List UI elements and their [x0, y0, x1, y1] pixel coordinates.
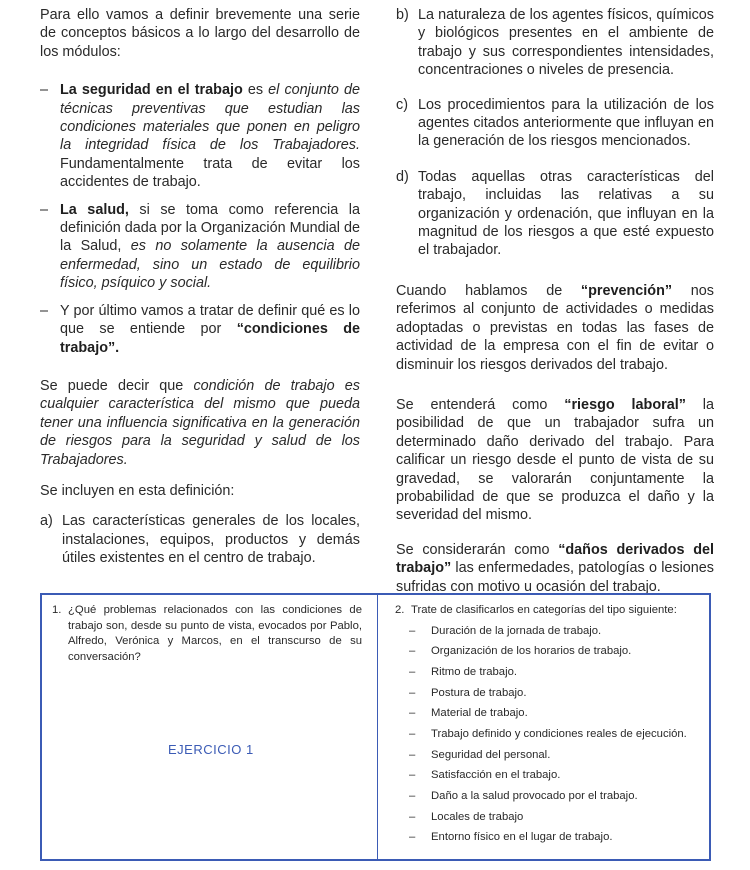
includes-line: Se incluyen en esta definición: [40, 482, 235, 499]
prevencion-paragraph: Cuando hablamos de “prevención” nos referimos al conjunto de actividades o medidas adoptadas o previstas en todas las fases de actividad de la empresa con el fin de evitar o disminuir los riesgos derivados del trabajo. [396, 282, 714, 373]
term-seguridad: La seguridad en el trabajo [60, 82, 243, 99]
term-prevencion: “prevención” [580, 282, 673, 299]
list-item: – Locales de trabajo [409, 810, 524, 823]
dash-marker: – [40, 82, 49, 99]
category-list [395, 624, 705, 852]
definition-salud-italic: es no solamente la ausencia de enfermedad, sino un estado de equilibrio físico, psíquico y social. [60, 238, 360, 292]
intro-paragraph: Para ello vamos a definir brevemente una serie de conceptos básicos a lo largo del desarrollo de los módulos: [40, 7, 360, 60]
item-c: c) Los procedimientos para la utilización de los agentes citados anteriormente que influyan en la generación de los riesgos mencionados. [396, 96, 714, 150]
term-salud: La salud, [60, 201, 129, 218]
definition-seguridad-italic: el conjunto de técnicas preventivas que estudian las condiciones materiales que ponen en peligro la integridad física de los Trabajadores. [60, 82, 360, 154]
condicion-paragraph: Se puede decir que condición de trabajo es cualquier característica del mismo que pueda tener una influencia significativa en la generación de riesgos para la seguridad y salud de los Trabajadores. [40, 377, 360, 468]
term-danos: “daños derivados del trabajo” [396, 541, 714, 577]
item-b: b) La naturaleza de los agentes físicos, químicos y biológicos presentes en el ambiente de trabajo y sus correspondientes intensidades, concentraciones o niveles de presencia. [396, 7, 714, 79]
list-item: – Material de trabajo. [409, 707, 528, 720]
exercise-title: EJERCICIO 1 [168, 742, 254, 757]
list-item: – Trabajo definido y condiciones reales de ejecución. [409, 728, 687, 741]
list-item: – Satisfacción en el trabajo. [409, 769, 561, 782]
list-item: – Ritmo de trabajo. [409, 665, 518, 678]
danos-paragraph: Se considerarán como “daños derivados del trabajo” las enfermedades, patologías o lesiones sufridas con motivo u ocasión del trabajo. [396, 541, 714, 595]
dash-marker: – [40, 302, 49, 319]
list-item: – Organización de los horarios de trabajo. [409, 645, 632, 658]
right-column [396, 6, 714, 596]
dash-marker: – [40, 201, 49, 218]
question-2: 2. Trate de clasificarlos en categorías del tipo siguiente: – Duración de la jornada de trabajo. – Organización de los horarios de trabajo. – Ritmo de trabajo. – Postura de trabajo. – Material de trabajo. – Trabajo definido y condiciones reales de ejecución. – Seguridad del personal. – Satisfacción en el trabajo. – Daño a la salud provocado por el trabajo. – Locales de trabajo – Entorno físico en el lugar de trabajo. [395, 603, 705, 851]
definition-salud: – La salud, si se toma como referencia la definición dada por la Organización Mundial de la Salud, es no solamente la ausencia de enfermedad, sino un estado de equilibrio físico, psíquico y social. [40, 201, 360, 292]
term-riesgo-laboral: “riesgo laboral” [564, 396, 686, 413]
definition-seguridad: – La seguridad en el trabajo es el conjunto de técnicas preventivas que estudian las condiciones materiales que ponen en peligro la integridad física de los Trabajadores. Fundamentalmente trata de evitar los accidentes de trabajo. [40, 82, 360, 191]
question-1: 1. ¿Qué problemas relacionados con las condiciones de trabajo son, desde su punto de vista, evocados por Pablo, Alfredo, Verónica y Marcos, en el transcurso de su conversación? [52, 604, 362, 663]
left-column [40, 6, 360, 568]
term-condiciones: “condiciones de trabajo”. [60, 321, 361, 356]
item-d: d) Todas aquellas otras características del trabajo, incluidas las relativas a su organización y ordenación, que influyan en la magnitud de los riesgos a que esté expuesto el trabajador. [396, 168, 714, 259]
riesgo-paragraph: Se entenderá como “riesgo laboral” la posibilidad de que un trabajador sufra un determinado daño derivado del trabajo. Para calificar un riesgo desde el punto de vista de su gravedad, se valorarán conjuntamente la probabilidad de que se produzca el daño y la severidad del mismo. [396, 396, 715, 524]
list-item: – Entorno físico en el lugar de trabajo. [409, 831, 613, 844]
item-a: a) Las características generales de los locales, instalaciones, equipos, productos y demás útiles existentes en el centro de trabajo. [40, 513, 360, 567]
list-item: – Daño a la salud provocado por el trabajo. [409, 790, 638, 803]
box-divider [377, 595, 378, 859]
list-item: – Postura de trabajo. [409, 686, 527, 699]
list-item: – Seguridad del personal. [409, 748, 551, 761]
definition-condiciones: – Y por último vamos a tratar de definir qué es lo que se entiende por “condiciones de trabajo”. [40, 302, 361, 356]
exercise-box [40, 593, 711, 861]
list-item: – Duración de la jornada de trabajo. [409, 624, 602, 637]
